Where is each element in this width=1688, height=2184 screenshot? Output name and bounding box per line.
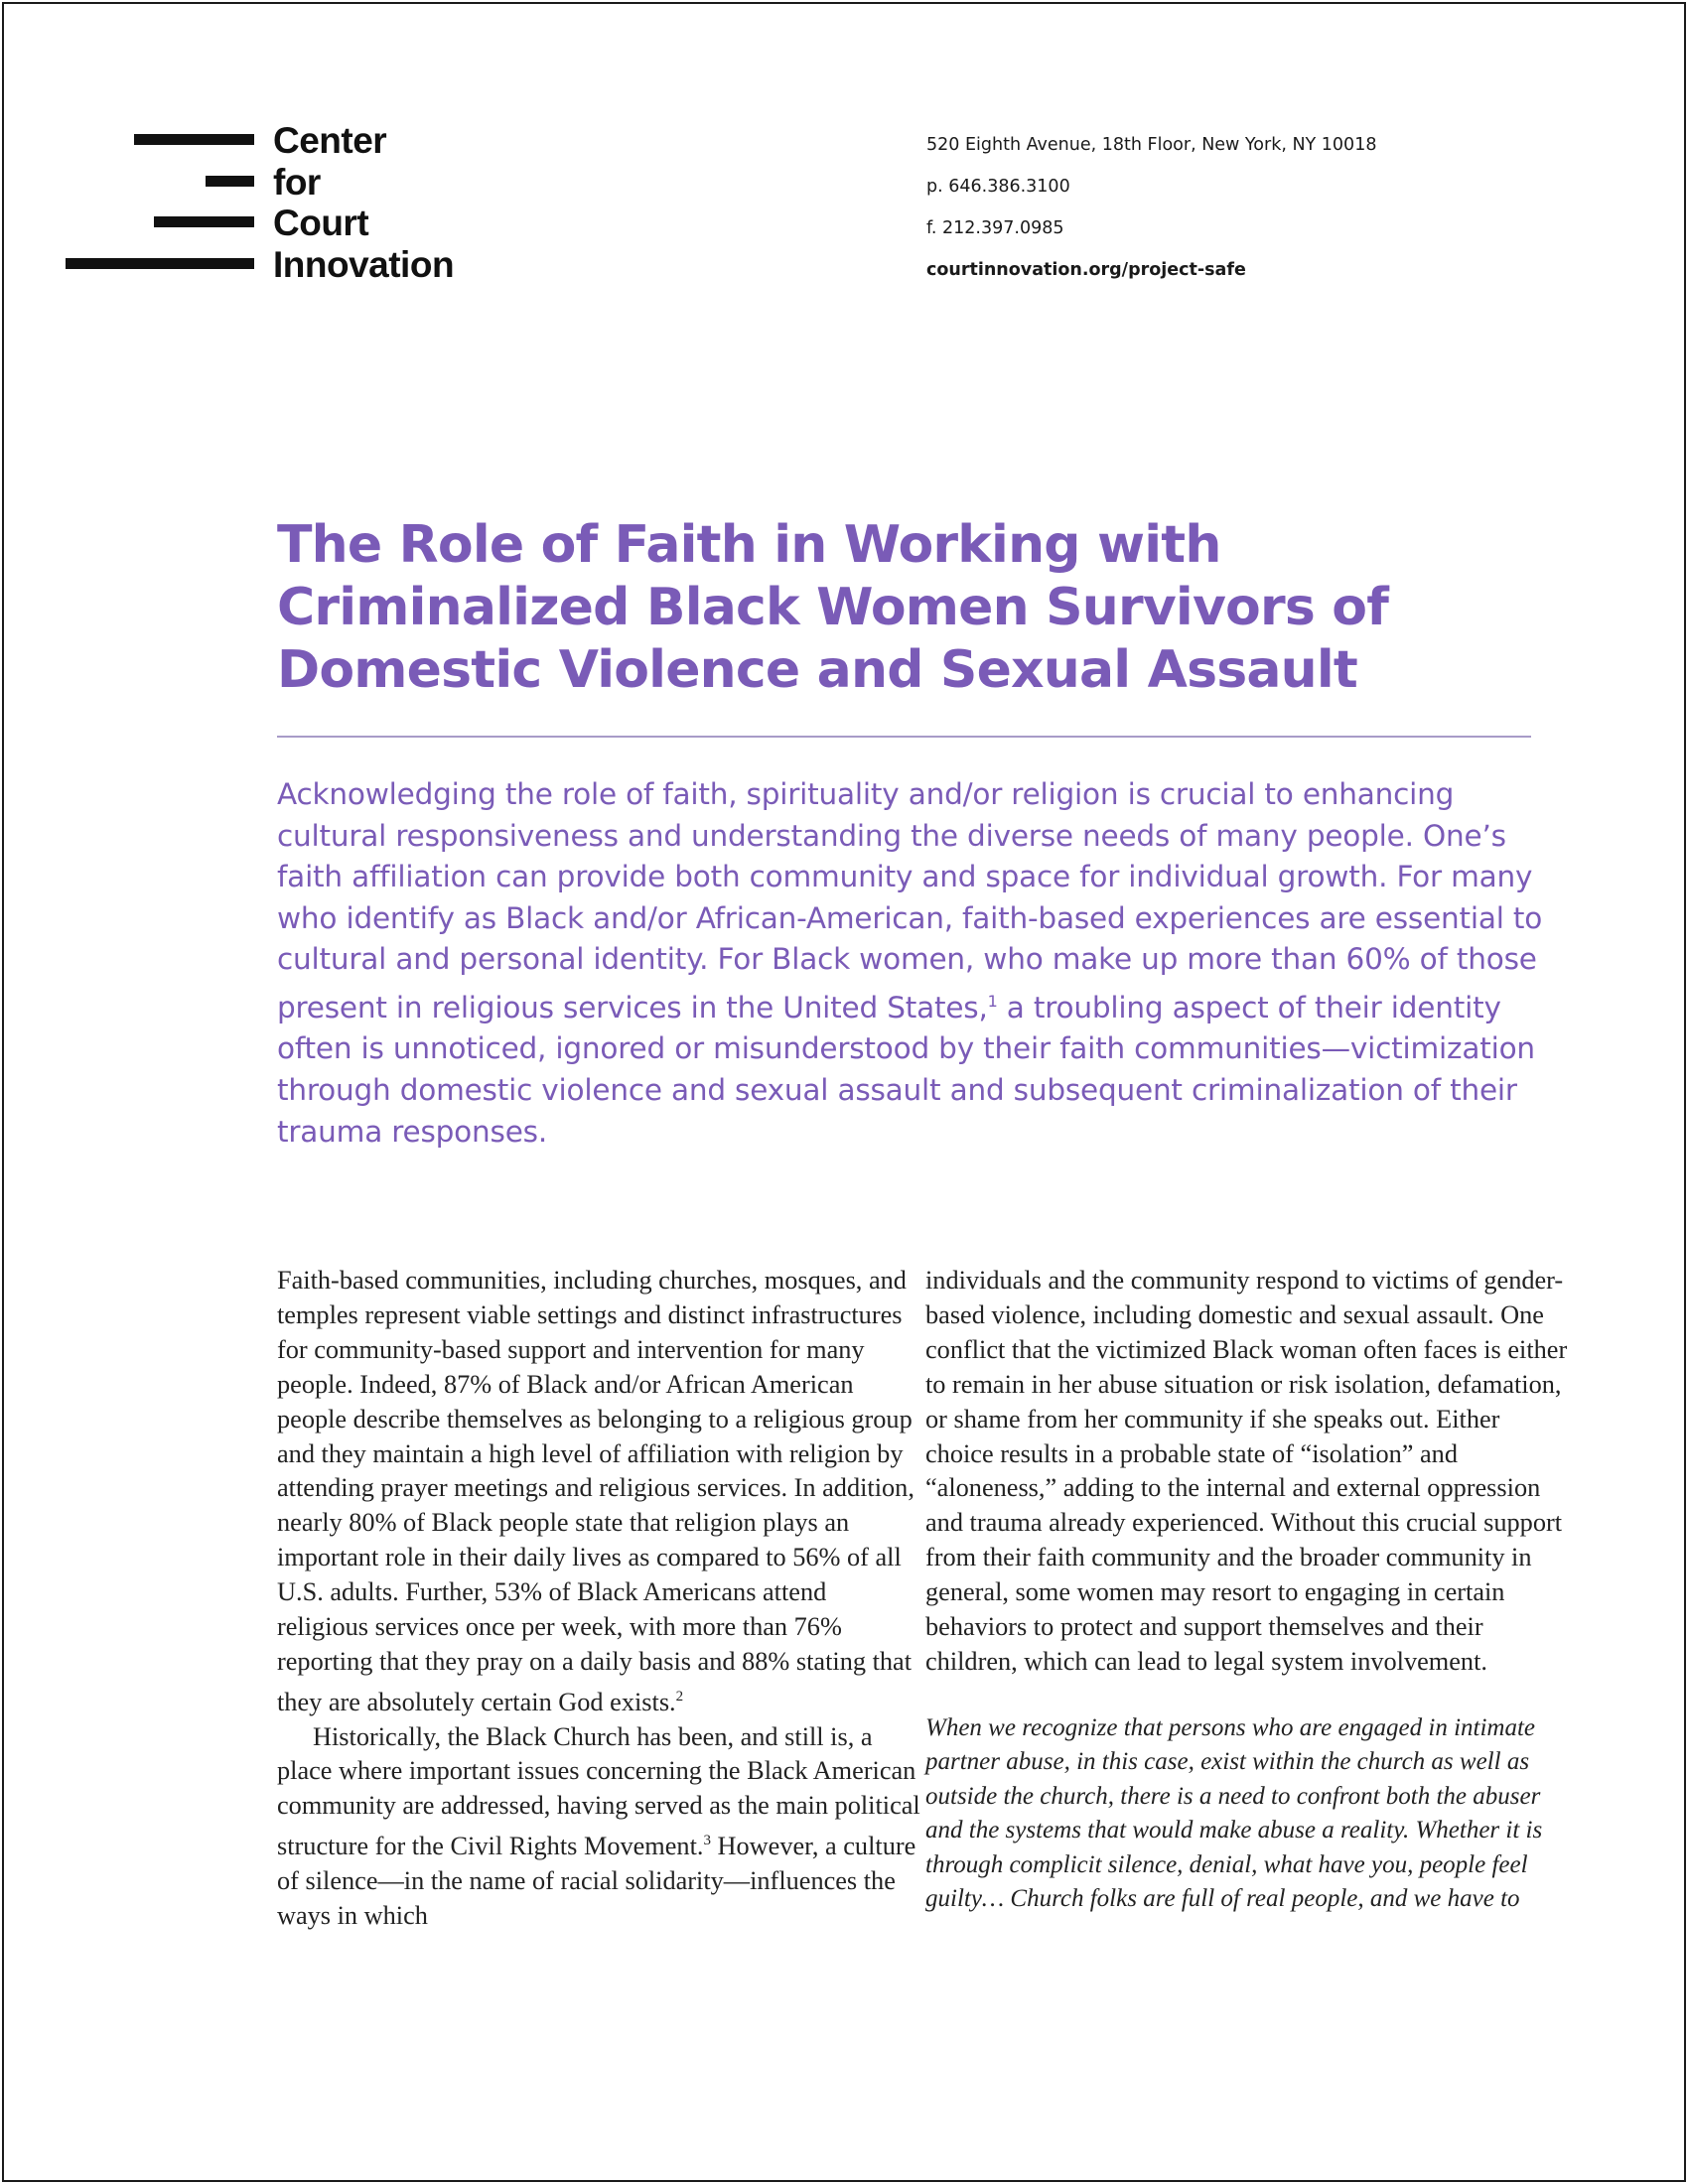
lead-text-a: Acknowledging the role of faith, spirituality and/or religion is crucial to enhancing cultural responsiveness and understanding the diverse needs of many people. One’s faith affiliation can provide both community and space for individual growth. For many who identify as Black and/or African-American, faith-based experiences are essential to cultural and personal identity. For Black women, who make up more than 60% of those present in religious services in the United States, [277,777,1543,1024]
body-paragraph-2-text-b: However, a culture of silence—in the name of racial solidarity—influences the ways in which [277,1832,916,1930]
pull-quote: When we recognize that persons who are engaged in intimate partner abuse, in this case, exist within the church as well as outside the church, there is a need to confront both the abuser and the systems that would make abuse a reality. Whether it is through complicit silence, denial, what have you, people feel guilty… Church folks are full of real people, and we have to [925,1713,1543,1912]
logo-bar-4 [66,258,254,269]
title-line-3: Domestic Violence and Sexual Assault [277,640,1357,700]
body-paragraph-2 [277,1720,922,1934]
body-paragraph-2-text-a: Historically, the Black Church has been, and still is, a place where important issues concerning the Black American community are addressed, having served as the main political structure for the Civil Rights Movement. [277,1721,920,1861]
logo-bar-2 [206,176,254,187]
footnote-ref-2: 2 [675,1688,684,1705]
contact-fax: f. 212.397.0985 [926,218,1064,238]
document-title [277,514,1548,702]
logo-bar-3 [154,216,254,227]
body-column-left [277,1264,922,1934]
contact-address: 520 Eighth Avenue, 18th Floor, New York, NY 10018 [926,135,1377,155]
lead-paragraph [277,774,1558,1153]
body-paragraph-2-continued: individuals and the community respond to victims of gender-based violence, including domestic and sexual assault. One conflict that the victimized Black woman often faces is either to remain in her abuse situation or risk isolation, defamation, or shame from her community if she speaks out. Either choice results in a probable state of “isolation” and “aloneness,” adding to the internal and external oppression and trauma already experienced. Without this crucial support from their faith community and the broader community in general, some women may resort to engaging in certain behaviors to protect and support themselves and their children, which can lead to legal system involvement. [925,1266,1568,1676]
footnote-ref-1: 1 [987,991,998,1011]
title-line-2: Criminalized Black Women Survivors of [277,578,1389,637]
contact-phone: p. 646.386.3100 [926,177,1070,197]
title-line-1: The Role of Faith in Working with [277,515,1221,575]
logo-bar-1 [134,134,254,145]
footnote-ref-3: 3 [703,1833,711,1849]
logo-word-innovation: Innovation [273,244,455,285]
logo-word-center: Center [273,120,387,161]
body-paragraph-1 [277,1264,922,1720]
lead-text-b: a troubling aspect of their identity often is unnoticed, ignored or misunderstood by their faith communities—victimization through domestic violence and sexual assault and subsequent criminalization of their trauma responses. [277,990,1535,1149]
logo-word-for: for [273,162,321,203]
title-divider [277,736,1531,738]
logo-word-court: Court [273,203,369,243]
body-column-right [925,1264,1571,1916]
center-for-court-innovation-logo [66,117,483,296]
contact-url: courtinnovation.org/project-safe [926,260,1246,280]
body-paragraph-1-text: Faith-based communities, including churches, mosques, and temples represent viable settings and distinct infrastructures for community-based support and intervention for many people. Indeed, 87% of Black and/or African American people describe themselves as belonging to a religious group and they maintain a high level of affiliation with religion by attending prayer meetings and religious services. In addition, nearly 80% of Black people state that religion plays an important role in their daily lives as compared to 56% of all U.S. adults. Further, 53% of Black Americans attend religious services once per week, with more than 76% reporting that they pray on a daily basis and 88% stating that they are absolutely certain God exists. [277,1266,914,1716]
contact-block [926,131,1376,298]
